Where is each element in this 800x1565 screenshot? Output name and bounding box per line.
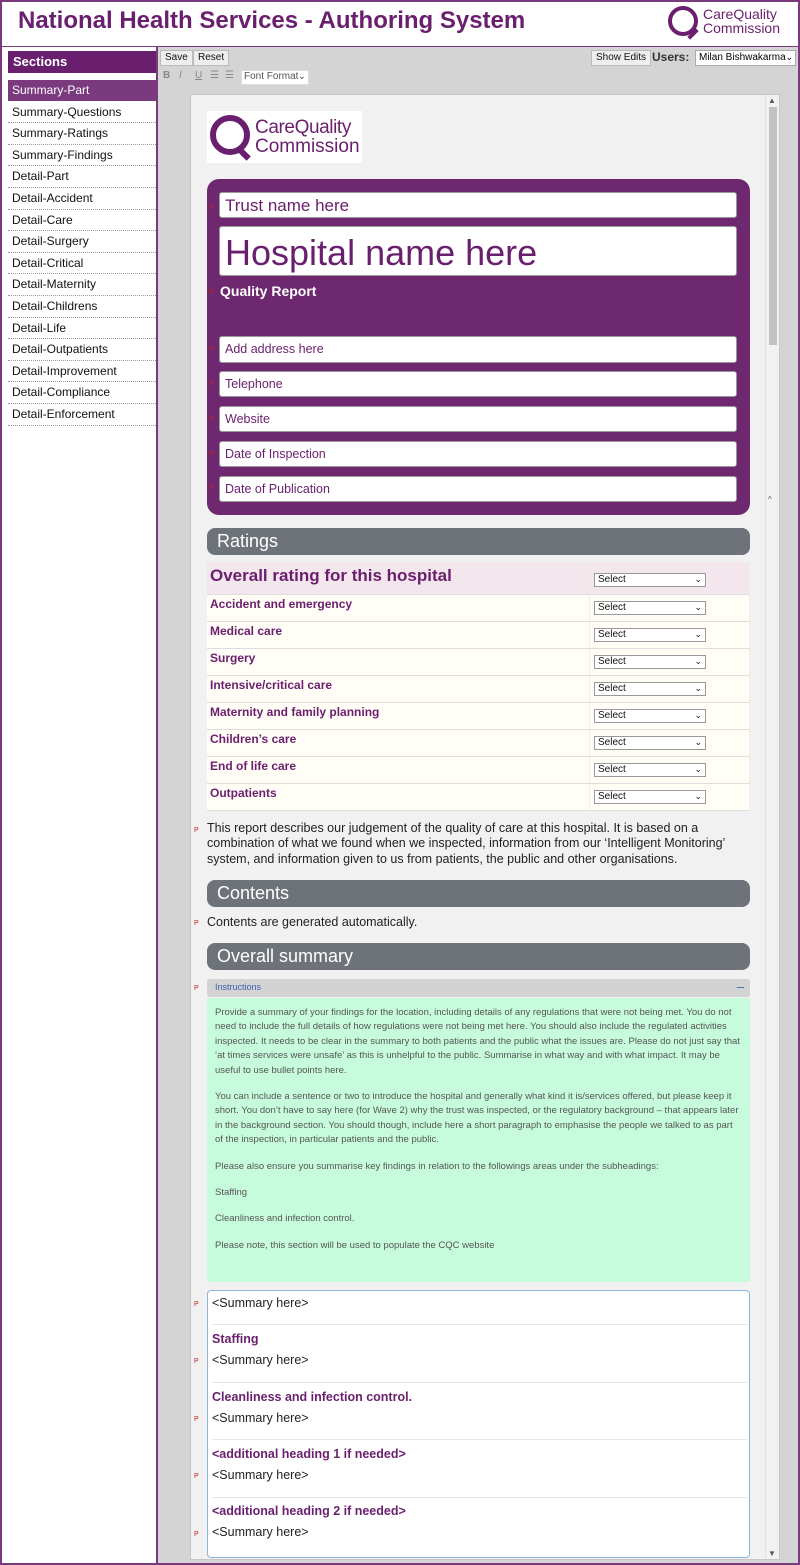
- overall-summary-heading: Overall summary: [207, 943, 750, 970]
- summary-editor[interactable]: [207, 1290, 750, 1558]
- sidebar-item[interactable]: Detail-Accident: [8, 188, 156, 210]
- rating-label: Surgery: [207, 648, 590, 675]
- paragraph-marker-icon: P: [194, 1416, 199, 1423]
- font-format-value: Font Format: [244, 71, 299, 82]
- telephone-field[interactable]: Telephone: [219, 371, 737, 397]
- table-row: [207, 621, 750, 648]
- save-button[interactable]: Save: [160, 50, 193, 66]
- sidebar-item[interactable]: Detail-Compliance: [8, 382, 156, 404]
- chevron-down-icon: ⌄: [694, 682, 702, 693]
- chevron-down-icon: ⌄: [694, 709, 702, 720]
- ratings-heading: Ratings: [207, 528, 750, 555]
- cleanliness-heading[interactable]: Cleanliness and infection control.: [212, 1390, 413, 1404]
- sidebar-item[interactable]: Detail-Outpatients: [8, 339, 156, 361]
- contents-text[interactable]: Contents are generated automatically.: [207, 915, 418, 929]
- font-format-select[interactable]: [241, 70, 309, 85]
- rating-select-value: Select: [598, 682, 626, 694]
- cover-card: [207, 179, 750, 515]
- app-header: [0, 0, 800, 47]
- paragraph-marker-icon: P: [194, 1473, 199, 1480]
- staffing-heading[interactable]: Staffing: [212, 1332, 259, 1346]
- italic-button[interactable]: I: [179, 70, 182, 81]
- bullet-list-icon[interactable]: ☰: [225, 70, 234, 81]
- sidebar-item[interactable]: Detail-Enforcement: [8, 404, 156, 426]
- summary-placeholder[interactable]: <Summary here>: [212, 1525, 309, 1539]
- scroll-thumb[interactable]: [769, 107, 777, 345]
- sidebar-item[interactable]: Detail-Critical: [8, 253, 156, 275]
- rating-label: End of life care: [207, 756, 590, 783]
- rating-select[interactable]: [594, 655, 706, 669]
- sidebar-item[interactable]: Detail-Childrens: [8, 296, 156, 318]
- scrollbar[interactable]: [765, 95, 779, 1559]
- hospital-name-field[interactable]: Hospital name here: [219, 226, 737, 276]
- rating-select[interactable]: [594, 709, 706, 723]
- chevron-down-icon: ⌄: [694, 655, 702, 666]
- instructions-toggle[interactable]: [207, 979, 750, 997]
- cqc-q-icon: [668, 6, 698, 36]
- divider: [212, 1324, 747, 1325]
- address-field[interactable]: Add address here: [219, 336, 737, 363]
- cqc-document-logo: [207, 111, 362, 163]
- paragraph-marker-icon: P: [194, 1531, 199, 1538]
- rating-select[interactable]: [594, 736, 706, 750]
- section-list: [8, 80, 156, 426]
- numbered-list-icon[interactable]: ☰: [210, 70, 219, 81]
- paragraph-marker-icon: P: [194, 827, 199, 834]
- paragraph-marker-icon: P: [209, 289, 214, 296]
- rating-select-value: Select: [598, 709, 626, 721]
- reset-button[interactable]: Reset: [193, 50, 229, 66]
- doc-logo-line2: Commission: [255, 136, 360, 157]
- date-publication-field[interactable]: Date of Publication: [219, 476, 737, 502]
- sidebar-item[interactable]: Detail-Surgery: [8, 231, 156, 253]
- sidebar-item[interactable]: Detail-Life: [8, 318, 156, 340]
- sidebar-item[interactable]: Detail-Part: [8, 166, 156, 188]
- rating-select[interactable]: [594, 763, 706, 777]
- paragraph-marker-icon: P: [209, 416, 214, 423]
- rating-select-value: Select: [598, 655, 626, 667]
- sidebar-item[interactable]: Summary-Ratings: [8, 123, 156, 145]
- divider: [212, 1439, 747, 1440]
- document-editor[interactable]: [190, 94, 780, 1560]
- instruction-paragraph: Staffing: [215, 1187, 248, 1199]
- paragraph-marker-icon: P: [209, 346, 214, 353]
- sidebar-item[interactable]: Summary-Part: [8, 80, 156, 102]
- rating-select-value: Select: [598, 601, 626, 613]
- date-inspection-field[interactable]: Date of Inspection: [219, 441, 737, 467]
- instruction-paragraph: Provide a summary of your findings for the location, including details of any regulations that were not being met. You do not need to include the full details of how regulations were not being met here. You should also include the regulated activities inspected. It needs to be clear in the summary to both patients and the public what the issues are. Please do not just say that ‘at times services were unsafe’ as this is unhelpful to the public. Summarise in what way and with what impact. It may be useful to use bullet points here.: [215, 1007, 740, 1076]
- instructions-panel: [207, 998, 750, 1282]
- sidebar-item[interactable]: Summary-Questions: [8, 102, 156, 124]
- paragraph-marker-icon: P: [194, 1301, 199, 1308]
- rating-label: Children’s care: [207, 729, 590, 756]
- main-panel: [158, 47, 798, 1563]
- chevron-down-icon: ⌄: [694, 628, 702, 639]
- sidebar-item[interactable]: Detail-Care: [8, 210, 156, 232]
- table-row: [207, 756, 750, 783]
- chevron-down-icon: ⌄: [694, 763, 702, 774]
- rating-select[interactable]: [594, 628, 706, 642]
- table-row: [207, 675, 750, 702]
- table-row: [207, 702, 750, 729]
- users-label: Users:: [652, 50, 690, 64]
- paragraph-marker-icon: P: [209, 205, 214, 212]
- instruction-paragraph: Cleanliness and infection control.: [215, 1213, 355, 1225]
- sidebar: [2, 47, 158, 1563]
- instructions-label: Instructions: [215, 982, 262, 992]
- chevron-down-icon: ⌄: [694, 573, 702, 584]
- paragraph-marker-icon: P: [194, 985, 199, 992]
- toolbar: [158, 47, 798, 69]
- ratings-table: [207, 562, 750, 811]
- paragraph-marker-icon: P: [209, 485, 214, 492]
- underline-button[interactable]: U: [195, 70, 203, 81]
- rating-select[interactable]: [594, 790, 706, 804]
- trust-name-field[interactable]: Trust name here: [219, 192, 737, 218]
- rating-label: Outpatients: [207, 783, 590, 810]
- instruction-paragraph: Please note, this section will be used to populate the CQC website: [215, 1239, 495, 1251]
- rating-select[interactable]: [594, 601, 706, 615]
- summary-placeholder[interactable]: <Summary here>: [212, 1296, 309, 1310]
- chevron-down-icon: ⌄: [297, 71, 306, 82]
- show-edits-button[interactable]: Show Edits: [591, 50, 651, 66]
- cqc-q-icon: [210, 115, 250, 155]
- doc-logo-line1: CareQuality: [255, 117, 351, 138]
- scroll-up-icon[interactable]: ▲: [768, 96, 776, 105]
- rating-select[interactable]: [594, 682, 706, 696]
- table-row: [207, 594, 750, 621]
- rating-label: Overall rating for this hospital: [207, 562, 590, 594]
- rating-select-value: Select: [598, 763, 626, 775]
- user-select[interactable]: [695, 50, 796, 66]
- chevron-down-icon: ⌄: [694, 790, 702, 801]
- logo-line1: CareQuality: [702, 6, 777, 22]
- divider: [212, 1382, 747, 1383]
- paragraph-marker-icon: P: [194, 1358, 199, 1365]
- sidebar-title: Sections: [8, 51, 156, 73]
- rating-select-value: Select: [598, 790, 626, 802]
- rating-select-value: Select: [598, 628, 626, 640]
- scroll-down-icon[interactable]: ▼: [768, 1549, 776, 1558]
- rating-label: Medical care: [207, 621, 590, 648]
- divider: [212, 1497, 747, 1498]
- rating-select[interactable]: [594, 573, 706, 587]
- instruction-paragraph: Please also ensure you summarise key findings in relation to the followings areas under the subheadings:: [215, 1160, 659, 1172]
- table-row: [207, 729, 750, 756]
- app-title: National Health Services - Authoring System: [18, 7, 526, 34]
- chevron-down-icon: ⌄: [694, 736, 702, 747]
- sidebar-item[interactable]: Summary-Findings: [8, 145, 156, 167]
- additional-heading-1[interactable]: <additional heading 1 if needed>: [212, 1447, 406, 1461]
- paragraph-marker-icon: P: [209, 381, 214, 388]
- rating-select-value: Select: [598, 573, 626, 585]
- sidebar-item[interactable]: Detail-Improvement: [8, 361, 156, 383]
- table-row: [207, 562, 750, 594]
- cqc-logo: [668, 6, 780, 36]
- summary-placeholder[interactable]: <Summary here>: [212, 1353, 309, 1367]
- summary-placeholder[interactable]: <Summary here>: [212, 1411, 309, 1425]
- logo-line2: Commission: [702, 20, 780, 36]
- contents-heading: Contents: [207, 880, 750, 907]
- additional-heading-2[interactable]: <additional heading 2 if needed>: [212, 1504, 406, 1518]
- instruction-paragraph: You can include a sentence or two to introduce the hospital and generally what kind it is/services offered, but please keep it short. You don’t have to say here (for Wave 2) why the trust was inspected, or the regulatory background – that appears later in the background section. You should though, include here a short paragraph to emphasise the people we talked to as part of the inspection, in particular patients and the public.: [215, 1091, 739, 1146]
- rating-label: Intensive/critical care: [207, 675, 590, 702]
- table-row: [207, 648, 750, 675]
- table-row: [207, 783, 750, 810]
- sidebar-item[interactable]: Detail-Maternity: [8, 274, 156, 296]
- user-select-value: Milan Bishwakarma: [699, 52, 786, 63]
- chevron-up-icon[interactable]: ^: [768, 495, 772, 504]
- rating-select-value: Select: [598, 736, 626, 748]
- summary-placeholder[interactable]: <Summary here>: [212, 1468, 309, 1482]
- paragraph-marker-icon: P: [194, 920, 199, 927]
- rating-label: Accident and emergency: [207, 594, 590, 621]
- rating-label: Maternity and family planning: [207, 702, 590, 729]
- website-field[interactable]: Website: [219, 406, 737, 432]
- bold-button[interactable]: B: [163, 70, 171, 81]
- report-description[interactable]: This report describes our judgement of the quality of care at this hospital. It is based on a combination of what we found when we inspected, information from our ‘Intelligent Monitoring’ system, and information given to us from patients, the public and other organisations.: [207, 821, 725, 866]
- collapse-icon[interactable]: –: [736, 979, 744, 994]
- chevron-down-icon: ⌄: [785, 52, 793, 62]
- paragraph-marker-icon: P: [209, 451, 214, 458]
- chevron-down-icon: ⌄: [694, 601, 702, 612]
- quality-report-label: Quality Report: [220, 283, 317, 299]
